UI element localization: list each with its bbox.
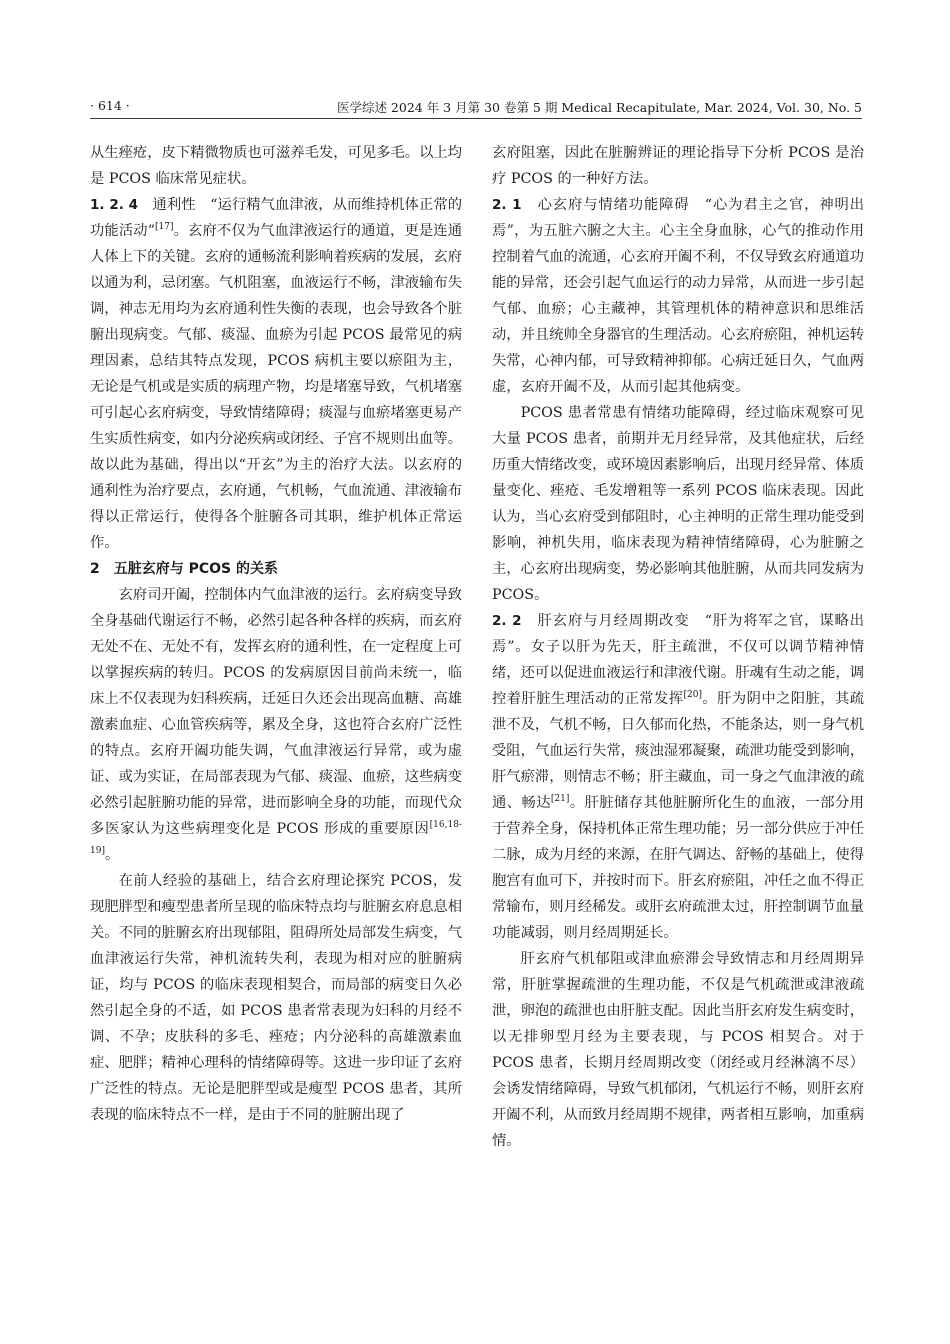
section-title: 肝玄府与月经周期改变 [537, 613, 690, 629]
section-number: 2. 1 [492, 197, 522, 213]
paragraph-text: “肝为将军之官，谋略出焉”。女子以肝为先天，肝主疏泄，不仅可以调节精神情绪，还可以促进血液运行和津液代谢。肝魂有生动之能，调控着肝脏生理活动的正常发挥 [492, 613, 865, 707]
running-header [90, 96, 862, 119]
paragraph: 肝玄府气机郁阻或津血瘀滞会导致情志和月经周期异常，肝脏掌握疏泄的生理功能，不仅是气机疏泄或津液疏泄，卵泡的疏泄也由肝脏支配。因此当肝玄府发生病变时，以无排卵型月经为主要表现，与 PCOS 相契合。对于 PCOS 患者，长期月经周期改变（闭经或月经淋漓不尽）会诱发情绪障碍，导致气机郁闭，气机运行不畅，则肝玄府开阖不利，从而致月经周期不规律，两者相互影响，加重病情。 [492, 951, 864, 1149]
paragraph: 玄府阻塞，因此在脏腑辨证的理论指导下分析 PCOS 是治疗 PCOS 的一种好方法。 [492, 145, 864, 187]
section-2-heading: 2 五脏玄府与 PCOS 的关系 [90, 561, 279, 577]
paragraph-text: 。玄府不仅为气血津液运行的通道，更是连通人体上下的关键。玄府的通畅流利影响着疾病的发展，玄府以通为利，忌闭塞。气机阻塞，血液运行不畅，津液输布失调，神志无用均为玄府通利性失衡的表现，也会导致各个脏腑出现病变。气郁、痰湿、血瘀为引起 PCOS 最常见的病理因素，总结其特点发现，PCOS 病机主要以瘀阻为主，无论是气机或是实质的病理产物，均是堵塞导致，气机堵塞可引起心玄府病变，导致情绪障碍；痰湿与血瘀堵塞更易产生实质性病变，如内分泌疾病或闭经、子宫不规则出血等。故以此为基础，得出以“开玄”为主的治疗大法。以玄府的通利性为治疗要点，玄府通，气机畅，气血流通、津液输布得以正常运行，使得各个脏腑各司其职，维护机体正常运作。 [90, 223, 463, 551]
section-1-2-4 [90, 192, 462, 556]
citation: [16,18-19] [90, 820, 462, 856]
section-number: 1. 2. 4 [90, 197, 139, 213]
section-2-1 [492, 192, 864, 400]
left-column [90, 140, 462, 1128]
paragraph-text: 。肝脏储存其他脏腑所化生的血液，一部分用于营养全身，保持机体正常生理功能；另一部分供应于冲任二脉，成为月经的来源，在肝气调达、舒畅的基础上，使得胞宫有血可下，并按时而下。肝玄府瘀阻，冲任之血不得正常输布，则月经稀发。或肝玄府疏泄太过，肝控制调节血量功能减弱，则月经周期延长。 [492, 795, 865, 941]
citation: [21] [550, 794, 570, 804]
paragraph-text: “运行精气血津液，从而维持机体正常的功能活动” [90, 197, 463, 239]
paragraph: PCOS 患者常患有情绪功能障碍，经过临床观察可见大量 PCOS 患者，前期并无月经异常，及其他症状，后经历重大情绪改变，或环境因素影响后，出现月经异常、体质量变化、痤疮、毛发增粗等一系列 PCOS 临床表现。因此认为，当心玄府受到郁阻时，心主神明的正常生理功能受到影响，神机失用，临床表现为精神情绪障碍，心为脏腑之主，心玄府出现病变，势必影响其他脏腑，从而共同发病为 PCOS。 [492, 405, 864, 603]
paragraph: 在前人经验的基础上，结合玄府理论探究 PCOS，发现肥胖型和瘦型患者所呈现的临床特点均与脏腑玄府息息相关。不同的脏腑玄府出现郁阻，阻碍所处局部发生病变，气血津液运行失常，神机流转失利，表现为相对应的脏腑病证，均与 PCOS 的临床表现相契合，而局部的病变日久必然引起全身的不适，如 PCOS 患者常表现为妇科的月经不调、不孕；皮肤科的多毛、痤疮；内分泌科的高雄激素血症、肥胖；精神心理科的情绪障碍等。这进一步印证了玄府广泛性的特点。无论是肥胖型或是瘦型 PCOS 患者，其所表现的临床特点不一样，是由于不同的脏腑出现了 [90, 873, 462, 1123]
paragraph-text: “心为君主之官，神明出焉”，为五脏六腑之大主。心主全身血脉，心气的推动作用控制着气血的流通，心玄府开阖不利，不仅导致玄府通道功能的异常，还会引起气血运行的动力异常，从而进一步引起气郁、血瘀；心主藏神，其管理机体的精神意识和思维活动，并且统帅全身器官的生理活动。心玄府瘀阻，神机运转失常，心神内郁，可导致精神抑郁。心病迁延日久，气血两虚，玄府开阖不及，从而引起其他病变。 [492, 197, 865, 395]
citation: [17] [155, 222, 174, 232]
section-2-2 [492, 608, 864, 946]
journal-citation: 医学综述 2024 年 3 月第 30 卷第 5 期 Medical Recapitulate, Mar. 2024, Vol. 30, No. 5 [336, 100, 862, 115]
paragraph [90, 582, 462, 868]
section-number: 2. 2 [492, 613, 522, 629]
section-title: 心玄府与情绪功能障碍 [537, 197, 690, 213]
paragraph-text: 。肝为阴中之阳脏，其疏泄不及，气机不畅，日久郁而化热，不能条达，则一身气机受阻，气血运行失常，痰浊湿邪凝聚，疏泄功能受到影响，肝气瘀滞，则情志不畅；肝主藏血，司一身之气血津液的疏通、畅达 [492, 691, 865, 811]
paragraph: 从生痤疮，皮下精微物质也可滋养毛发，可见多毛。以上均是 PCOS 临床常见症状。 [90, 145, 462, 187]
right-column [492, 140, 864, 1154]
citation: [20] [683, 690, 702, 700]
page-number: · 614 · [90, 98, 130, 113]
paragraph-text: 玄府司开阖，控制体内气血津液的运行。玄府病变导致全身基础代谢运行不畅，必然引起各种各样的疾病，而玄府无处不在、无处不有，发挥玄府的通利性，在一定程度上可以掌握疾病的转归。PCOS 的发病原因目前尚未统一，临床上不仅表现为妇科疾病，迁延日久还会出现高血糖、高雄激素血症、心血管疾病等，累及全身，这也符合玄府广泛性的特点。玄府开阖功能失调，气血津液运行异常，或为虚证、或为实证，在局部表现为气郁、痰湿、血瘀，这些病变必然引起脏腑功能的异常，进而影响全身的功能，而现代众多医家认为这些病理变化是 PCOS 形成的重要原因 [90, 587, 462, 837]
section-title: 通利性 [152, 197, 196, 213]
paragraph-text: 。 [104, 847, 120, 863]
